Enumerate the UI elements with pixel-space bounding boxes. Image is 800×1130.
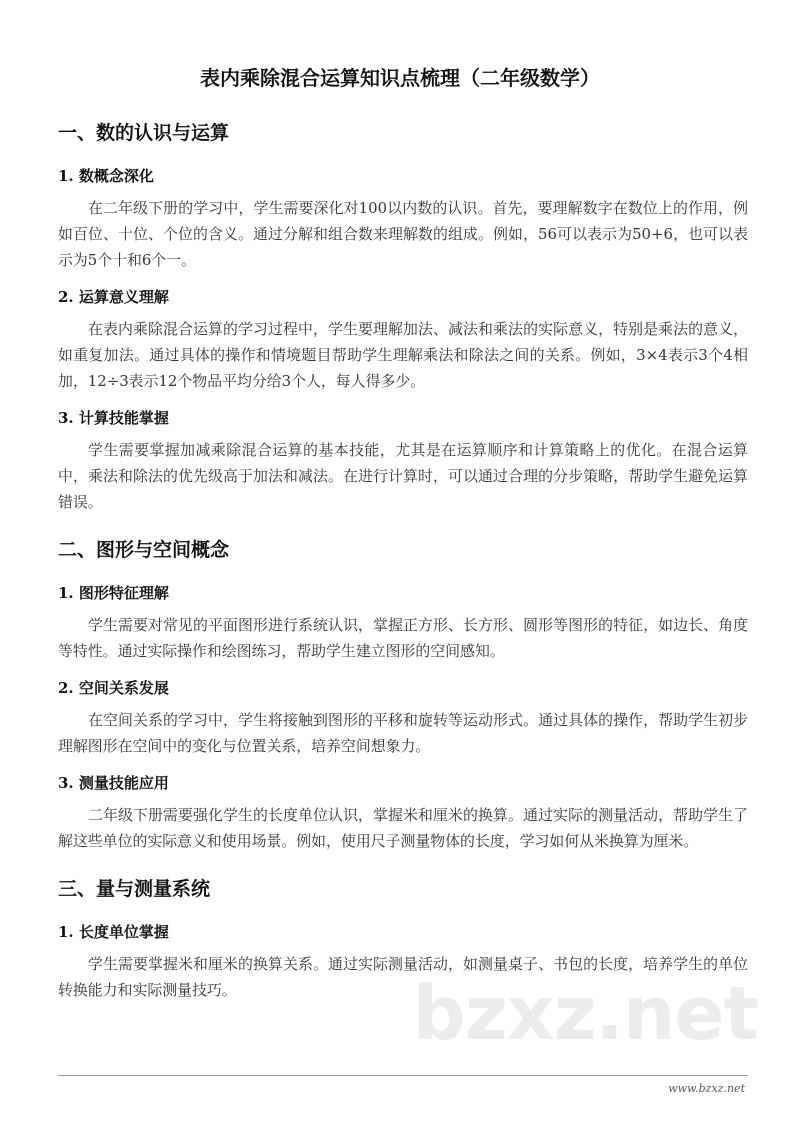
- subsection-heading: 1. 长度单位掌握: [58, 923, 169, 941]
- document-title: 表内乘除混合运算知识点梳理（二年级数学）: [200, 66, 600, 90]
- paragraph: 在表内乘除混合运算的学习过程中，学生要理解加法、减法和乘法的实际意义，特别是乘法的意义，如重复加法。通过具体的操作和情境题目帮助学生理解乘法和除法之间的关系。例如，3×4表示3个4相加，12÷3表示12个物品平均分给3个人，每人得多少。: [58, 320, 748, 390]
- section-heading: 二、图形与空间概念: [58, 539, 230, 561]
- paragraph: 在空间关系的学习中，学生将接触到图形的平移和旋转等运动形式。通过具体的操作，帮助学生初步理解图形在空间中的变化与位置关系，培养空间想象力。: [58, 711, 748, 755]
- paragraph: 在二年级下册的学习中，学生需要深化对100以内数的认识。首先，要理解数字在数位上的作用，例如百位、十位、个位的含义。通过分解和组合数来理解数的组成。例如，56可以表示为50+6，也可以表示为5个十和6个一。: [58, 199, 748, 269]
- subsection-heading: 1. 数概念深化: [58, 167, 154, 185]
- subsection-heading: 2. 空间关系发展: [58, 679, 169, 697]
- subsection-heading: 3. 计算技能掌握: [58, 409, 169, 427]
- section-heading: 一、数的认识与运算: [58, 122, 230, 144]
- paragraph: 学生需要对常见的平面图形进行系统认识，掌握正方形、长方形、圆形等图形的特征，如边长、角度等特性。通过实际操作和绘图练习，帮助学生建立图形的空间感知。: [58, 616, 748, 660]
- subsection-heading: 2. 运算意义理解: [58, 288, 169, 306]
- footer-divider: [58, 1075, 748, 1076]
- paragraph: 学生需要掌握加减乘除混合运算的基本技能，尤其是在运算顺序和计算策略上的优化。在混合运算中，乘法和除法的优先级高于加法和减法。在进行计算时，可以通过合理的分步策略，帮助学生避免运算错误。: [58, 441, 748, 511]
- subsection-heading: 1. 图形特征理解: [58, 584, 169, 602]
- document-body: [58, 92, 758, 1057]
- watermark: bzxz.net: [412, 971, 758, 1057]
- paragraph: 二年级下册需要强化学生的长度单位认识，掌握米和厘米的换算。通过实际的测量活动，帮助学生了解这些单位的实际意义和使用场景。例如，使用尺子测量物体的长度，学习如何从米换算为厘米。: [58, 806, 748, 850]
- footer-url: www.bzxz.net: [668, 1082, 745, 1095]
- section-heading: 三、量与测量系统: [58, 878, 211, 900]
- subsection-heading: 3. 测量技能应用: [58, 774, 169, 792]
- paragraph: 学生需要掌握米和厘米的换算关系。通过实际测量活动，如测量桌子、书包的长度，培养学生的单位转换能力和实际测量技巧。: [58, 955, 748, 999]
